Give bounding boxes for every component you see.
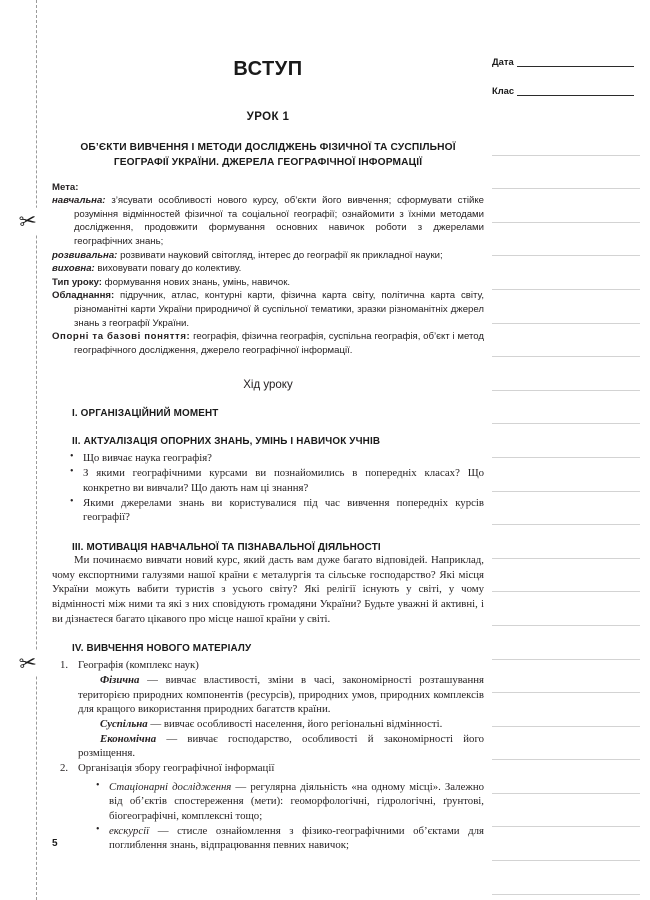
section-heading-2: II. АКТУАЛІЗАЦІЯ ОПОРНИХ ЗНАНЬ, УМІНЬ І НАВИЧОК УЧНІВ (72, 436, 381, 448)
item-1-term-1 (78, 673, 484, 717)
aim-developmental-label: розвивальна: (52, 249, 118, 261)
aim-educational-text: з’ясувати особливості нового курсу, об’єкти його вивчення; сформувати стійке розуміння відмінностей фізичної та соціальної географії; ознайомити з їхніми методами дослідження, продовжити формування основних навичок роботи з джерелами географічних знань; (74, 195, 484, 247)
aim-educational-label: навчальна: (52, 195, 106, 207)
concepts-row (52, 330, 484, 357)
page-title: ВСТУП (233, 58, 303, 80)
lesson-title (58, 141, 478, 171)
note-rule-line[interactable] (492, 357, 640, 391)
date-write-line[interactable] (517, 57, 634, 67)
notes-header-fields (492, 56, 634, 114)
note-rule-line[interactable] (492, 458, 640, 492)
note-rule-line[interactable] (492, 693, 640, 727)
main-content-column (52, 44, 484, 853)
question-list (52, 451, 484, 524)
term-label: Фізична (100, 673, 140, 686)
list-item (60, 658, 484, 761)
cut-line (36, 0, 37, 900)
note-rule-line[interactable] (492, 660, 640, 694)
date-label: Дата (492, 56, 514, 67)
lesson-title-line-2: УКРАЇНИ. ДЖЕРЕЛА ГЕОГРАФІЧНОЇ ІНФОРМАЦІЇ (171, 156, 423, 168)
class-label: Клас (492, 85, 515, 96)
note-rule-line[interactable] (492, 626, 640, 660)
note-rule-line[interactable] (492, 525, 640, 559)
term-text: — стисле ознайомлення з фізико-географічними об’єктами для поглиблення знань, відпрацювання певних навичок; (109, 824, 484, 852)
aim-educational-row (52, 194, 484, 248)
term-text: — вивчає особливості населення, його регіональні відмінності. (147, 717, 443, 730)
scissors-icon: ✂ (14, 207, 41, 236)
note-rule-line[interactable] (492, 156, 640, 190)
term-label: Стаціонарні дослідження (109, 780, 232, 793)
list-item: • Що вивчає наука географія? (70, 451, 484, 466)
section-heading-1: I. ОРГАНІЗАЦІЙНИЙ МОМЕНТ (72, 408, 219, 420)
item-1-title: Географія (комплекс наук) (78, 659, 199, 672)
term-label: Економічна (100, 732, 157, 745)
equipment-label: Обладнання: (52, 290, 115, 302)
term-text: — регулярна діяльність «на одному місці». Залежно від об’єктів спостереження (мети): геоморфологічні, гідрологічні, ґрунтові, біогеографічні, комплексні тощо; (109, 780, 484, 822)
aim-label: Мета: (52, 181, 79, 193)
note-rule-line[interactable] (492, 727, 640, 761)
aim-upbringing-row (52, 262, 484, 276)
term-text: — вивчає господарство, особливості й закономірності його розміщення. (78, 732, 484, 760)
equipment-text: підручник, атлас, контурні карти, фізична карта світу, політична карта світу, різноманітні карти України природничої й суспільної тематики, зразки різноманітніх джерел знань з географії України. (74, 290, 484, 329)
motivation-paragraph-wrap (52, 553, 484, 626)
lesson-number: УРОК 1 (246, 111, 290, 123)
collection-methods-list (78, 780, 484, 853)
item-1-term-3 (78, 732, 484, 761)
lesson-type-label: Тип уроку: (52, 276, 102, 288)
note-rule-line[interactable] (492, 189, 640, 223)
list-item (96, 824, 484, 853)
aim-developmental-row (52, 249, 484, 263)
class-write-line[interactable] (517, 86, 634, 96)
note-rule-line[interactable] (492, 827, 640, 861)
aim-developmental-text: розвивати науковий світогляд, інтерес до географії як прикладної науки; (120, 249, 443, 261)
list-item (60, 761, 484, 853)
note-rule-line[interactable] (492, 290, 640, 324)
term-label: екскурсії (109, 824, 150, 837)
note-rule-line[interactable] (492, 256, 640, 290)
note-rule-line[interactable] (492, 592, 640, 626)
note-rule-line[interactable] (492, 861, 640, 895)
course-heading: Хід уроку (243, 379, 293, 392)
list-item (96, 780, 484, 824)
note-rule-line[interactable] (492, 223, 640, 257)
new-material-list (52, 658, 484, 853)
item-1-term-2 (78, 717, 484, 732)
concepts-label: Опорні та базові поняття: (52, 331, 191, 343)
note-rule-line[interactable] (492, 424, 640, 458)
concepts-text: географія, фізична географія, суспільна географія, об’єкт і метод географічного дослідження, джерело географічної інформації. (74, 331, 484, 356)
note-rule-line[interactable] (492, 559, 640, 593)
motivation-paragraph: Ми починаємо вивчати новий курс, який дасть вам дуже багато відповідей. Наприклад, чому експортними галузями нашої країни є металургія та сільське господарство? Які місця України можуть вабити туристів з усього світу? Які релігії існують у світі, у чому відмінності між ними та які з них сповідують громадяни України? Будьте уважні й активні, і ви дізнаєтеся багато цікавого про місце нашої країни у світі. (52, 553, 484, 625)
aim-upbringing-text: виховувати повагу до колективу. (97, 263, 242, 275)
list-item: • Якими джерелами знань ви користувалися під час вивчення попередніх курсів географії? (70, 496, 484, 525)
note-rule-line[interactable] (492, 794, 640, 828)
list-item: • З якими географічними курсами ви познайомились в попередніх класах? Що конкретно ви вивчали? Що дають нам ці знання? (70, 466, 484, 495)
term-label: Суспільна (100, 717, 148, 730)
note-rule-line[interactable] (492, 391, 640, 425)
note-rule-line[interactable] (492, 760, 640, 794)
lesson-title-line-1: ОБ’ЄКТИ ВИВЧЕННЯ І МЕТОДИ ДОСЛІДЖЕНЬ ФІЗИЧНОЇ ТА СУСПІЛЬНОЇ ГЕОГРАФІЇ (80, 142, 456, 168)
note-rule-line[interactable] (492, 324, 640, 358)
aim-row (52, 181, 484, 195)
section-heading-3: III. МОТИВАЦІЯ НАВЧАЛЬНОЇ ТА ПІЗНАВАЛЬНОЇ ДІЯЛЬНОСТІ (72, 541, 381, 553)
date-field[interactable] (492, 56, 634, 67)
section-heading-4: IV. ВИВЧЕННЯ НОВОГО МАТЕРІАЛУ (72, 643, 252, 655)
equipment-row (52, 289, 484, 330)
aim-upbringing-label: виховна: (52, 263, 95, 275)
lesson-type-row (52, 276, 484, 290)
item-2-title: Організація збору географічної інформації (78, 761, 275, 774)
scissors-icon: ✂ (14, 649, 41, 678)
lesson-meta-block (52, 181, 484, 358)
class-field[interactable] (492, 85, 634, 96)
note-rule-line[interactable] (492, 492, 640, 526)
page-number: 5 (52, 838, 58, 849)
lesson-type-text: формування нових знань, умінь, навичок. (104, 276, 291, 288)
note-rule-line[interactable] (492, 122, 640, 156)
term-text: — вивчає властивості, зміни в часі, закономірності розташування територією природних компонентів (ресурсів), природних умов, природних комплексів для кращого використання природних багатств країни. (78, 673, 484, 716)
notes-ruled-area[interactable] (492, 122, 640, 895)
